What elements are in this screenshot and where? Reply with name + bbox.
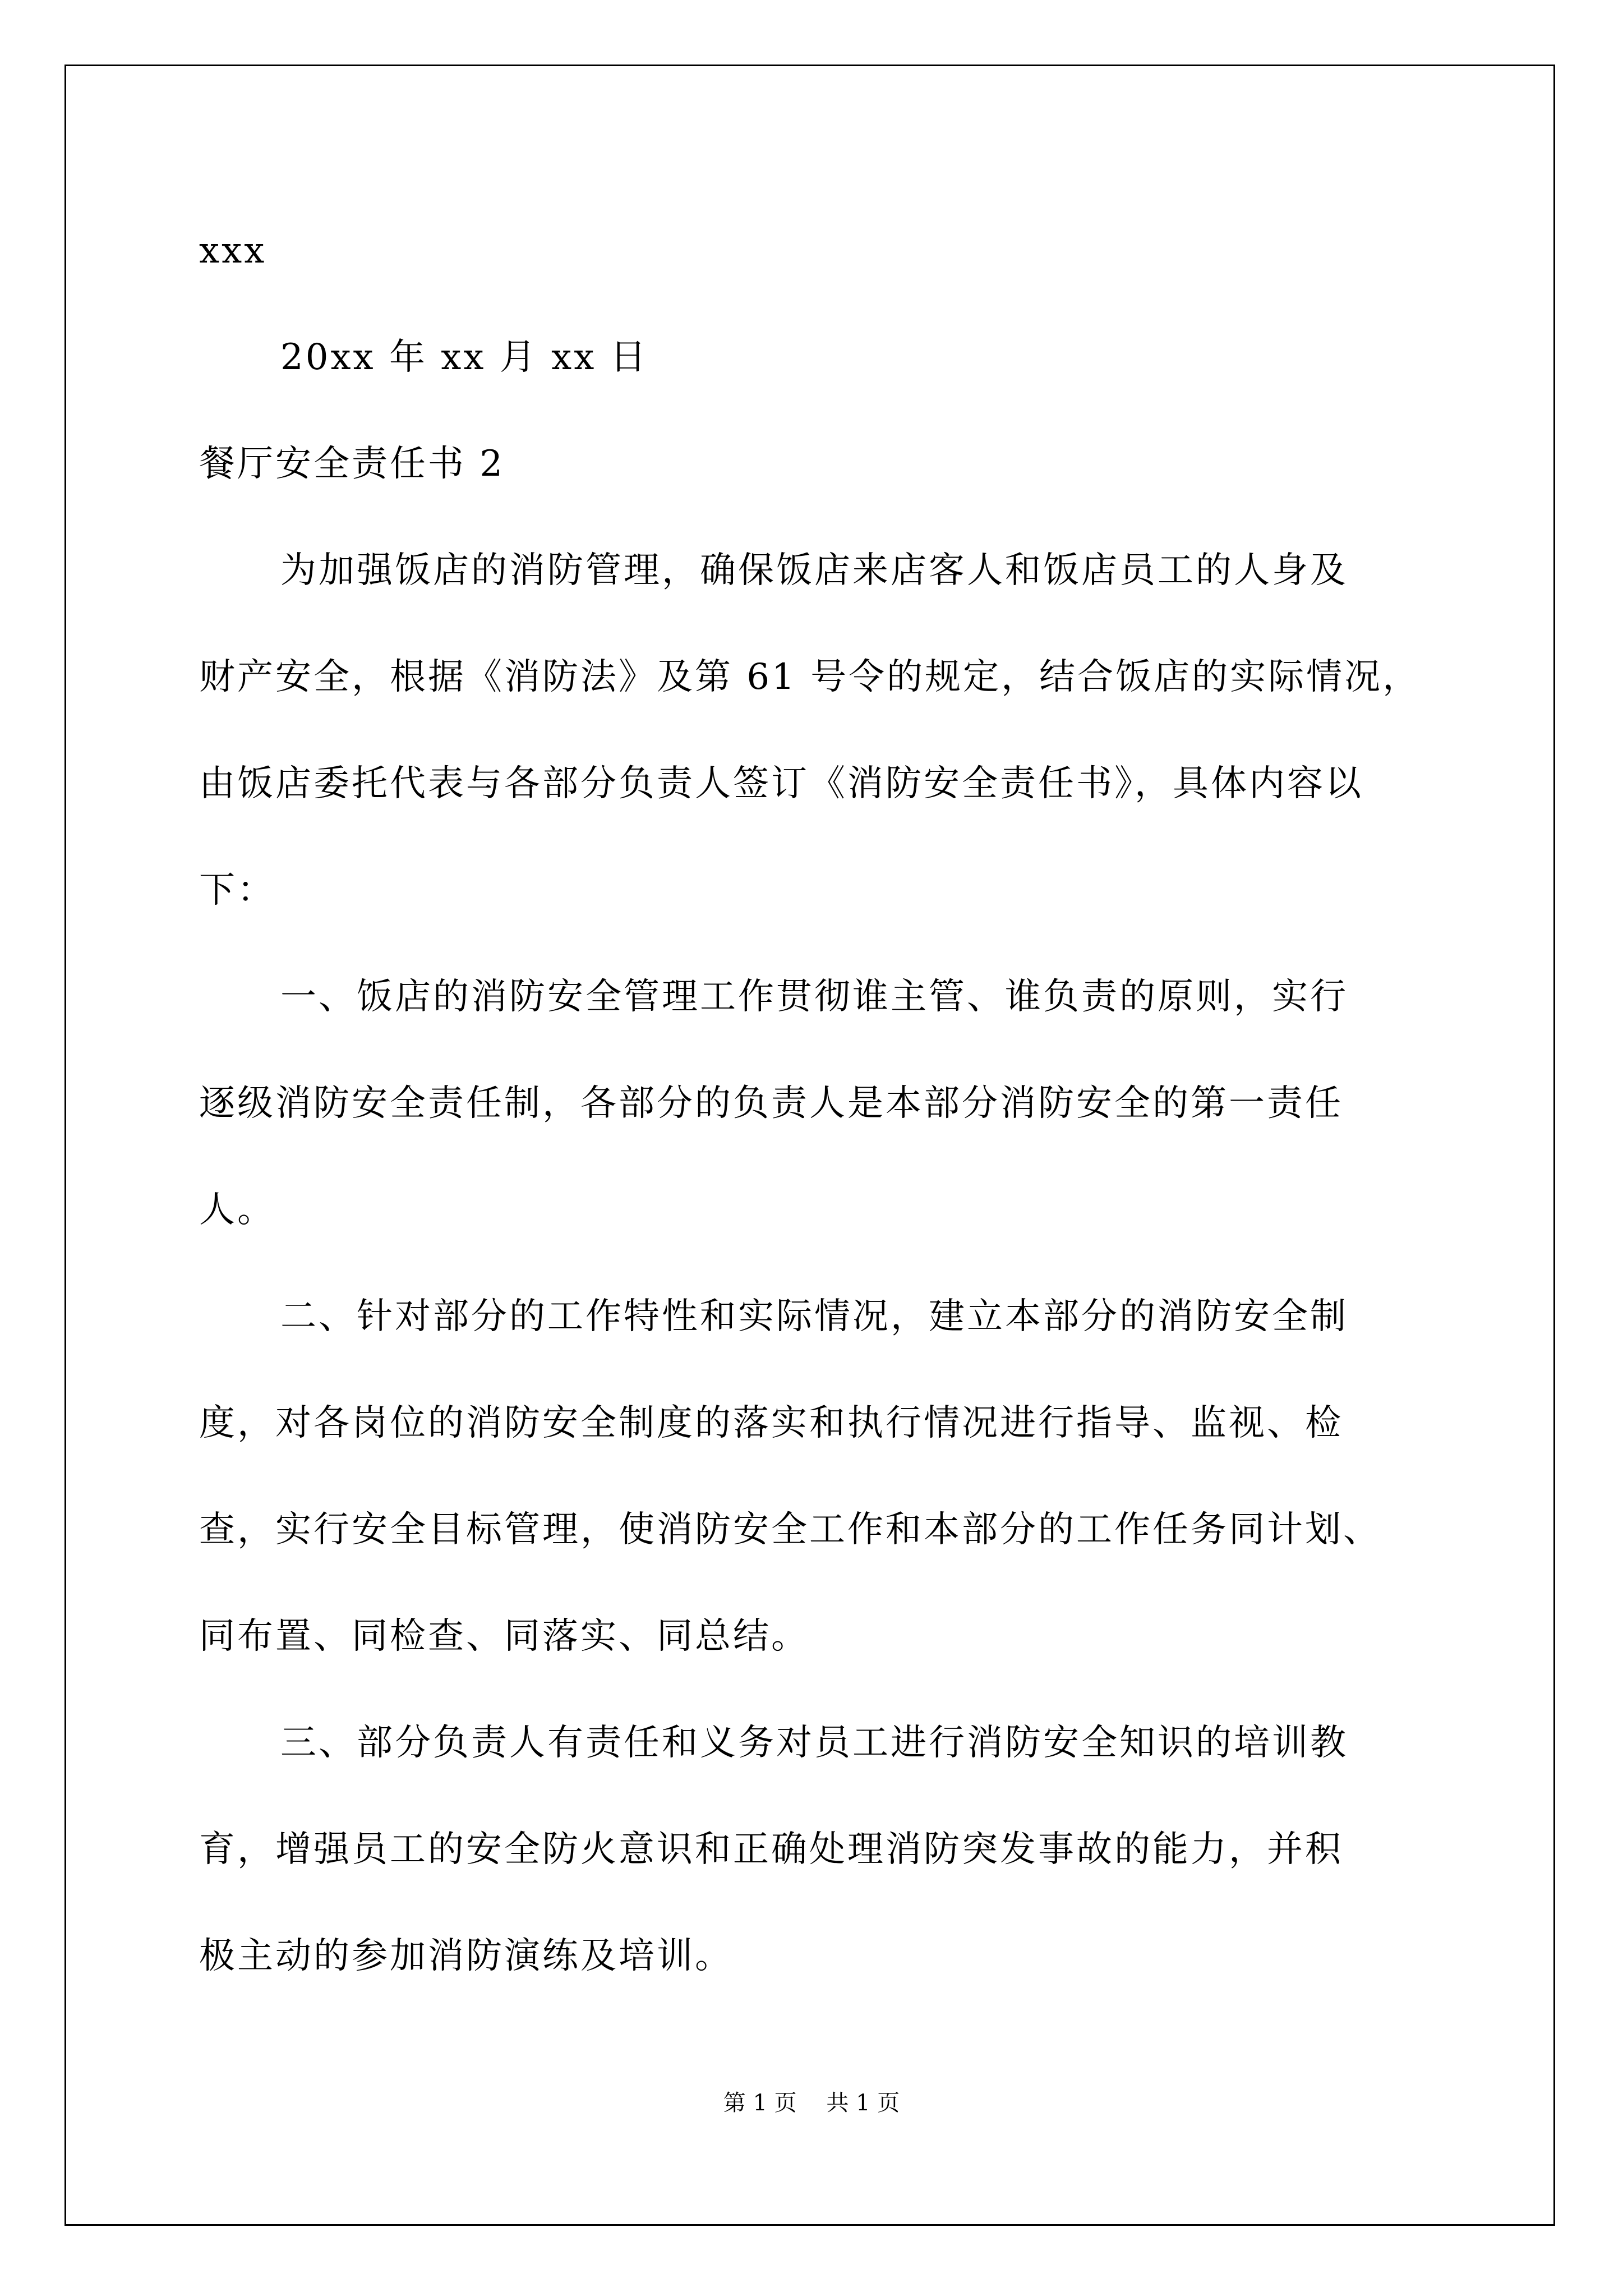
signature: xxx bbox=[199, 230, 267, 272]
page-border bbox=[64, 65, 1555, 2226]
body-line: 三、部分负责人有责任和义务对员工进行消防安全知识的培训教 bbox=[280, 1722, 1348, 1764]
page-number: 第 1 页 bbox=[723, 2090, 797, 2116]
body-line: 育，增强员工的安全防火意识和正确处理消防突发事故的能力，并积 bbox=[199, 1829, 1343, 1870]
body-line: 极主动的参加消防演练及培训。 bbox=[199, 1935, 733, 1977]
body-line: 下： bbox=[199, 869, 275, 911]
body-line: 同布置、同检查、同落实、同总结。 bbox=[199, 1616, 809, 1657]
body-line: 度，对各岗位的消防安全制度的落实和执行情况进行指导、监视、检 bbox=[199, 1402, 1343, 1444]
page-total: 共 1 页 bbox=[826, 2090, 900, 2116]
page-footer bbox=[0, 2092, 1623, 2114]
date-line: 20xx 年 xx 月 xx 日 bbox=[280, 337, 648, 378]
body-line: 一、饭店的消防安全管理工作贯彻谁主管、谁负责的原则，实行 bbox=[280, 976, 1348, 1018]
body-line: 查，实行安全目标管理，使消防安全工作和本部分的工作任务同计划、 bbox=[199, 1509, 1381, 1550]
body-line: 人。 bbox=[199, 1189, 275, 1231]
document-title: 餐厅安全责任书 2 bbox=[199, 443, 505, 485]
body-line: 财产安全，根据《消防法》及第 61 号令的规定，结合饭店的实际情况， bbox=[199, 656, 1421, 698]
body-line: 逐级消防安全责任制，各部分的负责人是本部分消防安全的第一责任 bbox=[199, 1083, 1343, 1124]
body-line: 二、针对部分的工作特性和实际情况，建立本部分的消防安全制 bbox=[280, 1296, 1348, 1337]
body-line: 由饭店委托代表与各部分负责人签订《消防安全责任书》，具体内容以 bbox=[199, 763, 1363, 804]
body-line: 为加强饭店的消防管理，确保饭店来店客人和饭店员工的人身及 bbox=[280, 550, 1348, 591]
